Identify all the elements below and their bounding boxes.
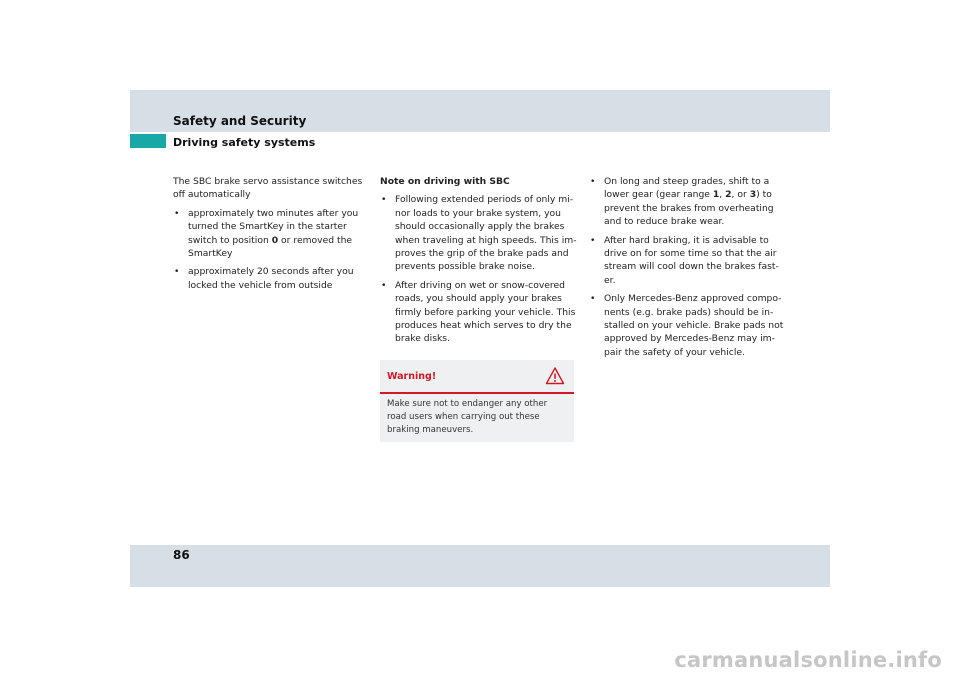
watermark-text: carmanualsonline.info (674, 648, 942, 672)
bullet-list (380, 193, 578, 345)
list-item-text: Only Mercedes-Benz approved compo-nents (e.g. brake pads) should be in-stalled on your vehicle. Brake pads not approved by Mercedes-Benz may im-pair the safety of your vehicle. (604, 293, 784, 358)
bullet-icon: • (381, 279, 387, 291)
column-3 (589, 175, 787, 359)
list-item (380, 279, 578, 346)
list-item-text: or removed the SmartKey (188, 234, 353, 260)
list-item-text: On long and steep grades, shift to a lower gear (gear range (604, 176, 770, 201)
footer-band (130, 545, 830, 587)
section-title: Safety and Security (173, 114, 307, 128)
bullet-icon: • (590, 293, 596, 305)
bullet-icon: • (590, 234, 596, 246)
list-item-text: ) to prevent the brakes from overheating and to reduce brake wear. (604, 189, 774, 228)
list-item-text: After driving on wet or snow-covered roads, you should apply your brakes firmly before parking your vehicle. This produces heat which serves to dry the brake disks. (395, 279, 576, 345)
bullet-list (173, 207, 371, 292)
list-item (380, 193, 578, 273)
position-value: 0 (271, 234, 279, 246)
gear-range-value: 2 (725, 189, 732, 201)
list-item-text: Following extended periods of only mi-nor loads to your brake system, you should occasionally apply the brakes when traveling at high speeds. This im-proves the grip of the brake pads and prevents possible brake noise. (395, 194, 577, 273)
warning-triangle-icon (545, 366, 565, 386)
page-number: 86 (173, 548, 190, 562)
list-item (589, 234, 787, 288)
bullet-icon: • (590, 176, 596, 187)
list-item-text: , or (731, 189, 750, 201)
list-item-text: After hard braking, it is advisable to drive on for some time so that the air stream will cool down the brakes fast-er. (604, 234, 779, 286)
warning-box (380, 360, 574, 442)
intro-text: The SBC brake servo assistance switches off automatically (173, 176, 363, 201)
list-item (173, 265, 371, 292)
list-item-text: , (719, 189, 726, 201)
warning-divider (380, 392, 574, 394)
list-item (589, 175, 787, 229)
note-heading: Note on driving with SBC (380, 176, 510, 187)
bullet-icon: • (174, 207, 180, 219)
column-1 (173, 175, 371, 292)
warning-title: Warning! (387, 371, 437, 382)
gear-range-value: 3 (749, 189, 757, 201)
column-2 (380, 175, 578, 346)
accent-block (130, 134, 166, 148)
list-item-text: approximately 20 seconds after you locked the vehicle from outside (188, 266, 354, 291)
bullet-icon: • (381, 194, 387, 206)
subsection-title: Driving safety systems (173, 136, 316, 149)
list-item-text: approximately two minutes after you turned the SmartKey in the starter switch to position (188, 207, 359, 246)
bullet-icon: • (174, 266, 180, 278)
list-item (173, 207, 371, 261)
bullet-list (589, 175, 787, 359)
list-item (589, 292, 787, 359)
gear-range-value: 1 (712, 189, 720, 201)
warning-text: Make sure not to endanger any other road users when carrying out these braking maneuvers. (387, 399, 548, 436)
